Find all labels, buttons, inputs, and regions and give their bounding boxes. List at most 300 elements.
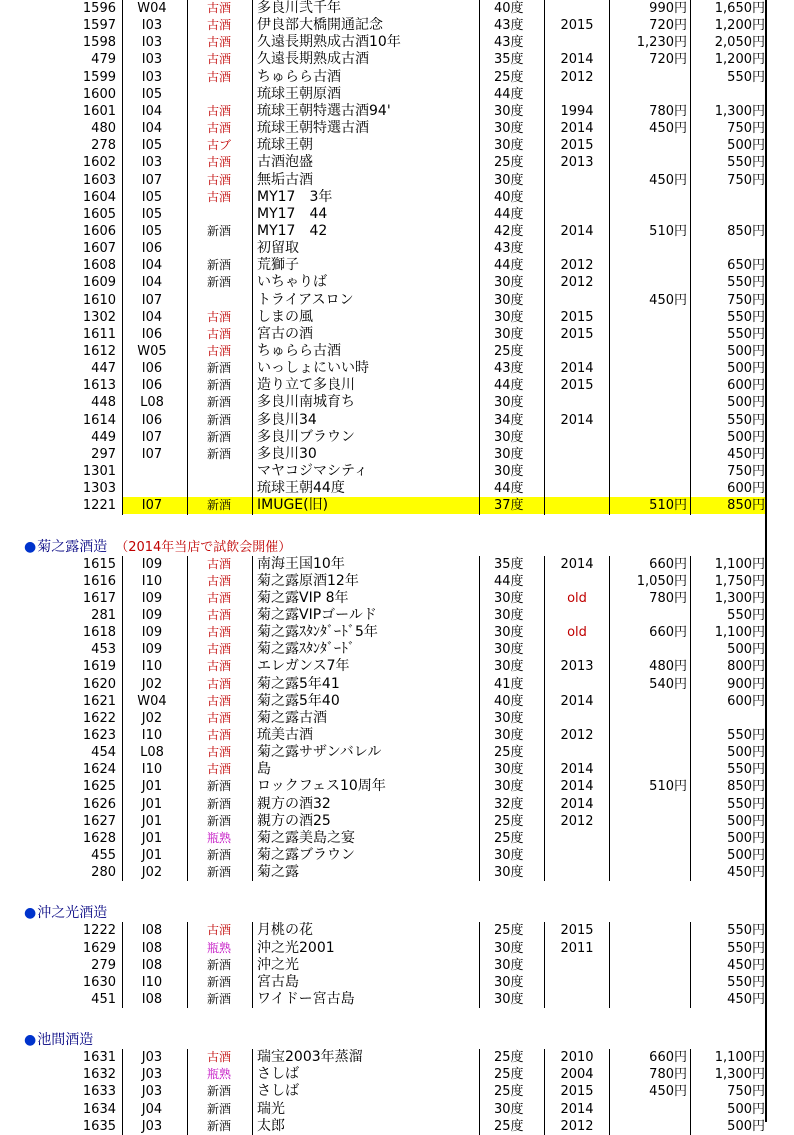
- alcohol-degree: 25度: [494, 1067, 524, 1083]
- product-name: 荒獅子: [257, 257, 299, 274]
- vintage-year: 2015: [560, 1084, 594, 1100]
- table-row: [0, 864, 794, 881]
- type-label: 新酒: [206, 223, 231, 238]
- shelf-code: W04: [137, 1, 167, 16]
- alcohol-degree: 30度: [494, 710, 524, 726]
- bottle-price: 600円: [727, 693, 765, 709]
- bottle-price: 450円: [727, 957, 765, 973]
- bottle-price: 800円: [727, 659, 765, 675]
- type-label: 古酒: [206, 172, 231, 187]
- vintage-year: 2012: [560, 813, 594, 829]
- table-row: [0, 360, 794, 377]
- alcohol-degree: 30度: [494, 642, 524, 658]
- shelf-code: J03: [141, 1050, 163, 1066]
- vintage-year: [547, 189, 607, 206]
- product-name: 菊之露ｽﾀﾝﾀﾞｰﾄﾞ5年: [257, 624, 378, 641]
- bottle-price: 550円: [727, 155, 765, 171]
- shelf-code: I10: [141, 728, 163, 743]
- type-label: 古酒: [206, 590, 231, 605]
- column-divider: [479, 0, 480, 515]
- table-row: [0, 710, 794, 727]
- alcohol-degree: 30度: [494, 446, 524, 462]
- column-divider: [544, 922, 545, 1008]
- shelf-code: I03: [141, 155, 163, 171]
- bottle-price: 600円: [727, 481, 765, 497]
- bottle-price: 500円: [727, 830, 765, 846]
- glass-price: [609, 1101, 687, 1118]
- vintage-year: old: [567, 590, 587, 606]
- item-number: 279: [91, 957, 116, 973]
- column-divider: [122, 556, 123, 882]
- product-name: 久遠長期熟成古酒: [257, 51, 369, 68]
- glass-price: [609, 189, 687, 206]
- shelf-code: I04: [141, 309, 163, 325]
- table-row: [0, 274, 794, 291]
- item-number: 297: [91, 446, 116, 462]
- item-number: 453: [91, 642, 116, 658]
- type-label: 古酒: [206, 326, 231, 341]
- table-row: [0, 744, 794, 761]
- product-name: 菊之露5年41: [257, 675, 340, 692]
- product-name: IMUGE(旧): [257, 497, 329, 514]
- glass-price: [609, 991, 687, 1008]
- bottle-price: 550円: [727, 607, 765, 623]
- alcohol-degree: 44度: [494, 378, 524, 394]
- table-row: [0, 377, 794, 394]
- vintage-year: 1994: [560, 103, 594, 119]
- vintage-year: [547, 394, 607, 411]
- product-name: 菊之露VIPゴールド: [257, 606, 377, 623]
- shelf-code: I05: [141, 223, 163, 239]
- glass-price: 660円: [649, 556, 687, 572]
- shelf-code: I05: [141, 189, 163, 205]
- type-label: 古酒: [206, 607, 231, 622]
- vintage-year: [547, 744, 607, 761]
- glass-price: [609, 343, 687, 360]
- table-row: [0, 847, 794, 864]
- shelf-code: J01: [141, 830, 163, 846]
- table-row: [0, 429, 794, 446]
- brewery-heading: [24, 538, 291, 556]
- shelf-code: I04: [141, 121, 163, 137]
- type-label: [187, 292, 251, 309]
- table-row: [0, 120, 794, 137]
- shelf-code: I09: [141, 590, 163, 606]
- shelf-code: J01: [141, 779, 163, 795]
- item-number: 1634: [82, 1101, 116, 1117]
- column-divider: [765, 0, 767, 1122]
- glass-price: 450円: [649, 292, 687, 308]
- item-number: 1627: [82, 813, 116, 829]
- alcohol-degree: 30度: [494, 607, 524, 623]
- shelf-code: I06: [141, 361, 163, 377]
- item-number: 455: [91, 848, 116, 864]
- vintage-year: [547, 446, 607, 463]
- shelf-code: J02: [141, 710, 163, 726]
- table-row: [0, 641, 794, 658]
- column-divider: [187, 556, 188, 882]
- type-label: 古酒: [206, 728, 231, 742]
- brewery-name: 菊之露酒造: [37, 538, 108, 555]
- table-row: [0, 480, 794, 497]
- type-label: 古酒: [206, 309, 231, 324]
- shelf-code: I08: [141, 957, 163, 973]
- alcohol-degree: 30度: [494, 309, 524, 325]
- type-label: 古酒: [206, 344, 231, 358]
- bottle-price: 500円: [727, 1101, 765, 1117]
- vintage-year: 2013: [560, 659, 594, 675]
- vintage-year: 2012: [560, 728, 594, 743]
- glass-price: [609, 693, 687, 710]
- bottle-price: 1,200円: [714, 52, 765, 68]
- bottle-price: 550円: [727, 974, 765, 990]
- bottle-price: 900円: [727, 676, 765, 692]
- bottle-price: 750円: [727, 464, 765, 480]
- brewery-name: 沖之光酒造: [37, 905, 108, 922]
- bottle-price: 500円: [727, 745, 765, 761]
- type-label: 新酒: [206, 1118, 231, 1133]
- glass-price: [609, 1118, 687, 1135]
- type-label: 新酒: [206, 796, 231, 811]
- item-number: 1613: [82, 378, 116, 394]
- product-name: 南海王国10年: [257, 555, 345, 572]
- glass-price: [609, 257, 687, 274]
- vintage-year: 2014: [560, 121, 594, 137]
- item-number: 1614: [82, 412, 116, 428]
- item-number: 1628: [82, 830, 116, 846]
- shelf-code: I07: [141, 429, 163, 445]
- alcohol-degree: 30度: [494, 103, 524, 119]
- product-name: 瑞宝2003年蒸溜: [257, 1049, 363, 1066]
- alcohol-degree: 25度: [494, 923, 524, 939]
- glass-price: 480円: [649, 659, 687, 675]
- alcohol-degree: 30度: [494, 625, 524, 641]
- table-row: [0, 0, 794, 17]
- table-row: [0, 172, 794, 189]
- item-number: 1618: [82, 625, 116, 641]
- alcohol-degree: 25度: [494, 1084, 524, 1100]
- glass-price: 1,230円: [636, 35, 687, 51]
- vintage-year: [547, 991, 607, 1008]
- item-number: 1635: [82, 1118, 116, 1134]
- vintage-year: [547, 0, 607, 17]
- type-label: 古酒: [206, 18, 231, 33]
- product-name: 多良川南城育ち: [257, 394, 355, 411]
- vintage-year: 2015: [560, 378, 594, 394]
- vintage-year: [547, 343, 607, 360]
- bottle-price: 450円: [727, 446, 765, 462]
- vintage-year: 2015: [560, 18, 594, 34]
- item-number: 1302: [82, 309, 116, 325]
- type-label: 古ブ: [206, 138, 231, 153]
- item-number: 1600: [82, 86, 116, 102]
- item-number: 447: [91, 361, 116, 377]
- item-number: 1631: [82, 1050, 116, 1066]
- item-number: 1621: [82, 693, 116, 709]
- table-row: [0, 1118, 794, 1135]
- product-name: 沖之光: [257, 956, 299, 973]
- glass-price: [609, 744, 687, 761]
- bottle-price: 550円: [727, 69, 765, 85]
- type-label: 古酒: [206, 1050, 231, 1065]
- item-number: 1602: [82, 155, 116, 171]
- shelf-code: I09: [141, 607, 163, 623]
- product-name: 琉球王朝: [257, 137, 313, 154]
- shelf-code: I10: [141, 762, 163, 778]
- vintage-year: 2014: [560, 52, 594, 68]
- vintage-year: 2014: [560, 762, 594, 778]
- vintage-year: 2014: [560, 556, 594, 572]
- vintage-year: 2011: [560, 940, 594, 956]
- product-name: 太郎: [257, 1117, 285, 1134]
- bottle-price: 450円: [727, 865, 765, 881]
- item-number: 1222: [82, 923, 116, 939]
- glass-price: 780円: [649, 103, 687, 119]
- glass-price: [609, 137, 687, 154]
- bottle-price: 750円: [727, 172, 765, 188]
- type-label: 古酒: [206, 659, 231, 674]
- table-row: [0, 1049, 794, 1066]
- vintage-year: [547, 864, 607, 881]
- vintage-year: 2012: [560, 1118, 594, 1134]
- bottle-price: 500円: [727, 138, 765, 154]
- vintage-year: 2010: [560, 1050, 594, 1066]
- item-number: 1598: [82, 35, 116, 51]
- shelf-code: I09: [141, 642, 163, 658]
- type-label: 古酒: [206, 923, 231, 938]
- glass-price: [609, 922, 687, 939]
- glass-price: [609, 240, 687, 257]
- table-row: [0, 727, 794, 744]
- vintage-year: [547, 573, 607, 590]
- table-row: [0, 463, 794, 480]
- bottle-price: 550円: [727, 309, 765, 325]
- column-divider: [252, 0, 253, 515]
- product-name: 菊之露サザンバレル: [257, 744, 382, 761]
- type-label: 新酒: [206, 1101, 231, 1116]
- shelf-code: I04: [141, 275, 163, 291]
- table-row: [0, 940, 794, 957]
- vintage-year: [547, 480, 607, 497]
- glass-price: [609, 761, 687, 778]
- alcohol-degree: 30度: [494, 429, 524, 445]
- table-row: [0, 69, 794, 86]
- type-label: 古酒: [206, 642, 231, 657]
- item-number: 278: [91, 138, 116, 154]
- bottle-price: 450円: [727, 991, 765, 1007]
- glass-price: 990円: [649, 1, 687, 16]
- glass-price: [609, 813, 687, 830]
- alcohol-degree: 30度: [494, 275, 524, 291]
- item-number: 1606: [82, 223, 116, 239]
- bottle-price: 500円: [727, 395, 765, 411]
- column-divider: [690, 922, 691, 1008]
- glass-price: 1,050円: [636, 573, 687, 589]
- bottle-price: 550円: [727, 940, 765, 956]
- column-divider: [122, 922, 123, 1008]
- glass-price: [609, 480, 687, 497]
- product-name: ロックフェス10周年: [257, 778, 386, 795]
- alcohol-degree: 30度: [494, 728, 524, 743]
- item-number: 1301: [82, 464, 116, 480]
- item-number: 1610: [82, 292, 116, 308]
- alcohol-degree: 25度: [494, 155, 524, 171]
- table-row: [0, 624, 794, 641]
- product-name: さしば: [257, 1066, 299, 1083]
- type-label: 古酒: [206, 556, 231, 571]
- alcohol-degree: 40度: [494, 693, 524, 709]
- bullet-icon: ●: [24, 1032, 37, 1049]
- alcohol-degree: 40度: [494, 189, 524, 205]
- shelf-code: L08: [140, 395, 164, 411]
- vintage-year: [547, 240, 607, 257]
- item-number: 1221: [82, 498, 116, 514]
- type-label: 新酒: [206, 395, 231, 410]
- vintage-year: [547, 206, 607, 223]
- bottle-price: 500円: [727, 813, 765, 829]
- shelf-code: I07: [141, 498, 163, 514]
- type-label: 新酒: [206, 974, 231, 989]
- alcohol-degree: 30度: [494, 974, 524, 990]
- table-row: [0, 446, 794, 463]
- product-name: MY17 44: [257, 205, 328, 222]
- brewery-name: 池間酒造: [37, 1032, 94, 1049]
- shelf-code: J02: [141, 676, 163, 692]
- glass-price: [609, 847, 687, 864]
- table-row: [0, 676, 794, 693]
- table-row: [0, 1101, 794, 1118]
- shelf-code: J03: [141, 1084, 163, 1100]
- table-row: [0, 974, 794, 991]
- vintage-year: 2013: [560, 155, 594, 171]
- alcohol-degree: 37度: [494, 498, 524, 514]
- table-row: [0, 309, 794, 326]
- table-row: [0, 607, 794, 624]
- table-row: [0, 103, 794, 120]
- type-label: 新酒: [206, 865, 231, 880]
- glass-price: [609, 360, 687, 377]
- bottle-price: 1,300円: [714, 1067, 765, 1083]
- alcohol-degree: 44度: [494, 481, 524, 497]
- glass-price: 780円: [649, 590, 687, 606]
- alcohol-degree: 30度: [494, 138, 524, 154]
- glass-price: [609, 429, 687, 446]
- table-row: [0, 292, 794, 309]
- bullet-icon: ●: [24, 538, 37, 555]
- type-label: 新酒: [206, 378, 231, 393]
- bottle-price: 550円: [727, 326, 765, 342]
- alcohol-degree: 34度: [494, 412, 524, 428]
- vintage-year: 2014: [560, 1101, 594, 1117]
- bottle-price: 550円: [727, 412, 765, 428]
- type-label: 古酒: [206, 762, 231, 777]
- bottle-price: 1,300円: [714, 103, 765, 119]
- type-label: 新酒: [206, 957, 231, 972]
- column-divider: [252, 556, 253, 882]
- product-name: ちゅらら古酒: [257, 68, 341, 85]
- alcohol-degree: 32度: [494, 796, 524, 812]
- bottle-price: 1,750円: [714, 573, 765, 589]
- column-divider: [187, 0, 188, 515]
- vintage-year: old: [567, 625, 587, 641]
- alcohol-degree: 25度: [494, 745, 524, 761]
- product-name: いっしょにいい時: [257, 360, 369, 377]
- product-name: さしば: [257, 1083, 299, 1100]
- product-name: 菊之露ブラウン: [257, 847, 355, 864]
- glass-price: [609, 69, 687, 86]
- shelf-code: I03: [141, 69, 163, 85]
- column-divider: [544, 556, 545, 882]
- shelf-code: I05: [141, 86, 163, 102]
- item-number: 1620: [82, 676, 116, 692]
- product-name: 親方の酒25: [257, 812, 331, 829]
- product-name: 無垢古酒: [257, 171, 313, 188]
- glass-price: 450円: [649, 172, 687, 188]
- alcohol-degree: 44度: [494, 258, 524, 274]
- bottle-price: 550円: [727, 762, 765, 778]
- bottle-price: 550円: [727, 728, 765, 743]
- table-row: [0, 394, 794, 411]
- type-label: 古酒: [206, 69, 231, 84]
- item-number: 1625: [82, 779, 116, 795]
- alcohol-degree: 43度: [494, 241, 524, 257]
- bottle-price: 1,650円: [714, 1, 765, 16]
- shelf-code: I08: [141, 991, 163, 1007]
- alcohol-degree: 25度: [494, 69, 524, 85]
- alcohol-degree: 25度: [494, 1050, 524, 1066]
- shelf-code: J02: [141, 865, 163, 881]
- alcohol-degree: 44度: [494, 206, 524, 222]
- glass-price: [609, 974, 687, 991]
- product-name: MY17 3年: [257, 188, 333, 205]
- glass-price: [609, 394, 687, 411]
- type-label: 新酒: [206, 412, 231, 427]
- table-row: [0, 497, 794, 514]
- item-number: 1619: [82, 659, 116, 675]
- bottle-price: 650円: [727, 258, 765, 274]
- shelf-code: [122, 480, 182, 497]
- table-row: [0, 1083, 794, 1100]
- alcohol-degree: 44度: [494, 86, 524, 102]
- vintage-year: 2014: [560, 223, 594, 239]
- vintage-year: [547, 463, 607, 480]
- vintage-year: 2014: [560, 796, 594, 812]
- glass-price: 660円: [649, 625, 687, 641]
- bottle-price: 1,200円: [714, 18, 765, 34]
- product-name: 伊良部大橋開通記念: [257, 17, 383, 34]
- product-name: 多良川30: [257, 445, 317, 462]
- alcohol-degree: 42度: [494, 223, 524, 239]
- item-number: 1626: [82, 796, 116, 812]
- item-number: 1597: [82, 18, 116, 34]
- column-divider: [690, 556, 691, 882]
- type-label: 古酒: [206, 625, 231, 640]
- item-number: 1622: [82, 710, 116, 726]
- product-name: 菊之露5年40: [257, 692, 340, 709]
- alcohol-degree: 43度: [494, 35, 524, 51]
- bottle-price: 550円: [727, 275, 765, 291]
- product-name: 菊之露原酒12年: [257, 572, 359, 589]
- glass-price: [609, 377, 687, 394]
- shelf-code: I08: [141, 940, 163, 956]
- type-label: 新酒: [206, 779, 231, 794]
- vintage-year: [547, 847, 607, 864]
- alcohol-degree: 30度: [494, 940, 524, 956]
- type-label: [187, 480, 251, 497]
- shelf-code: I10: [141, 573, 163, 589]
- product-name: トライアスロン: [257, 291, 354, 308]
- product-name: MY17 42: [257, 222, 328, 239]
